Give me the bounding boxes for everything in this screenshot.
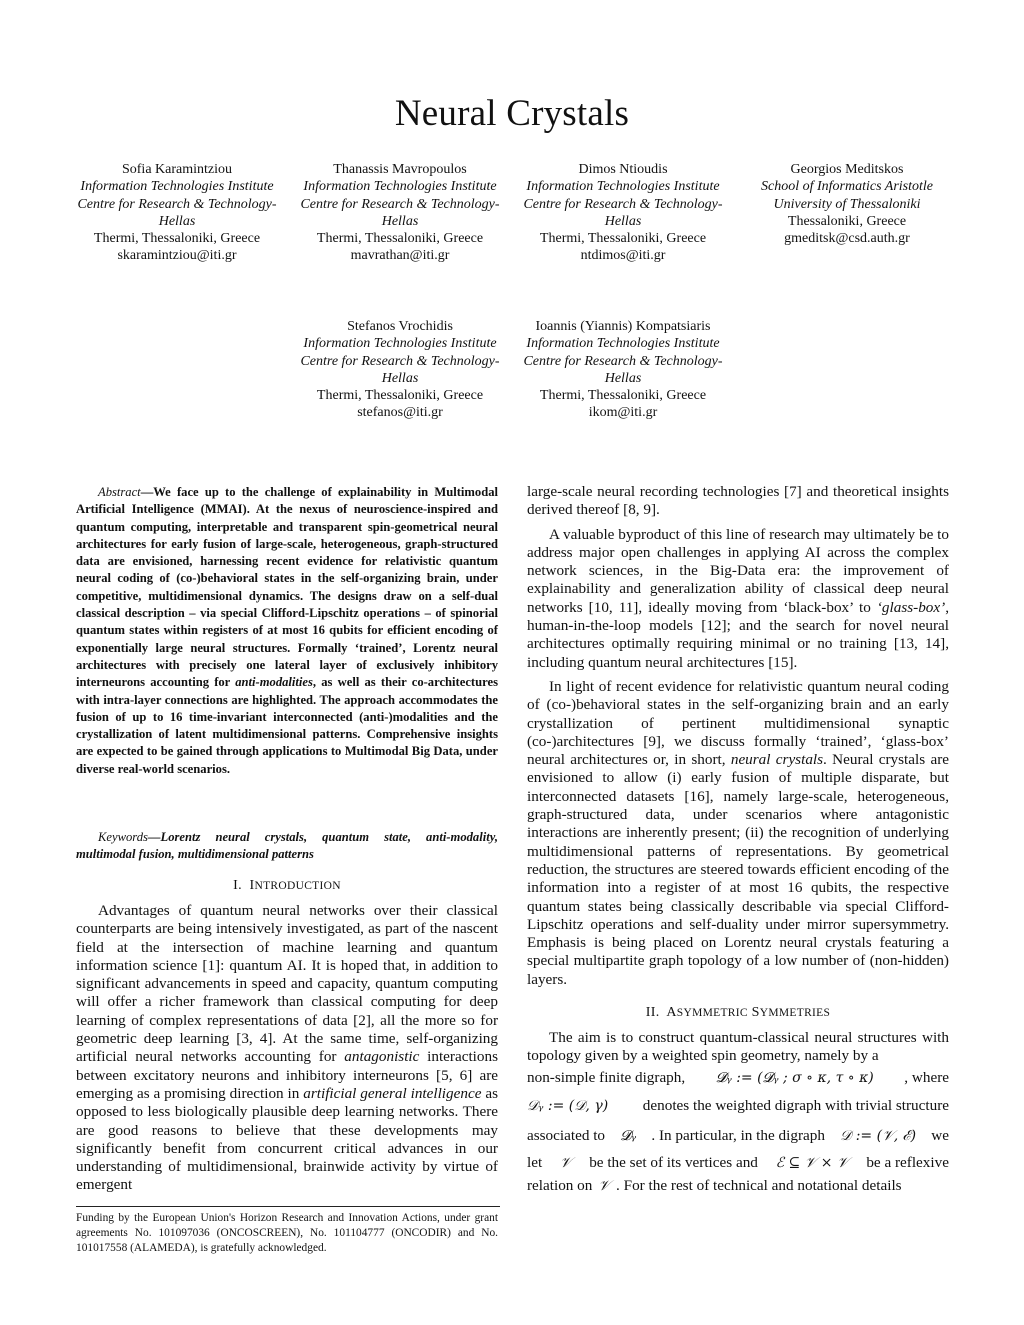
keywords-text: —Lorentz neural crystals, quantum state, anti-modality, multimodal fusion, multidimensional patterns — [76, 830, 498, 862]
author-location: Thessaloniki, Greece — [787, 213, 907, 229]
author-email: stefanos@iti.gr — [357, 405, 443, 421]
section-title-initial: I — [249, 878, 255, 893]
author-block — [516, 318, 730, 422]
emphasis: ‘glass-box’ — [876, 598, 946, 616]
keywords — [76, 829, 498, 864]
author-name: Dimos Ntioudis — [578, 162, 668, 177]
abstract-text: —We face up to the challenge of explainability in Multimodal Artificial Intelligence (MMAI). At the nexus of neuroscience-inspired and quantum computing, interpretable and transparent spin-geometrical neural architectures for early fusion of large-scale, heterogeneous, graph-structured data are envisioned, harnessing recent evidence for relativistic quantum neural coding of (co-)behavioral states in the self-organizing brain, under competitive, multidimensional dynamics. The designs draw on a self-dual classical description – via special Clifford-Lipschitz operations – of spinorial quantum states within registers of at most 16 qubits for efficient encoding of exponentially large neural structures. Formally ‘trained’, Lorentz neural architectures with precisely one lateral layer of exclusively inhibitory interneurons accounting for — [76, 485, 498, 690]
author-name: Georgios Meditskos — [790, 162, 904, 177]
section-2-text — [527, 1029, 949, 1198]
paragraph: In light of recent evidence for relativistic quantum neural coding of (co-)behavioral states in the self-organizing brain and an early crystallization of pertinent multidimensional synaptic (co-)architectures [9], we discuss formally ‘trained’, ‘glass-box’ neural architectures or, in short, neural crystals. Neural crystals are envisioned to allow (i) early fusion of multiple disparate, but interconnected datasets [16], namely large-scale, heterogeneous, graph-structured data, under scenarios where antagonistic interactions are inherently present; (ii) the recognition of underlying multidimensional patterns of representations. By geometrical reduction, the structures are steered towards efficient encoding of the information into a register of at most 16 qubits, the respective quantum states being classically describable via special Clifford-Lipschitz operations and self-duality under mirror supersymmetry. Emphasis is being placed on Lorentz neural crystals featuring a special multipartite graph topology of a low number of (non-hidden) layers. — [527, 677, 949, 988]
keywords-label: Keywords — [98, 830, 148, 844]
author-email: ntdimos@iti.gr — [580, 248, 666, 264]
author-email: mavrathan@iti.gr — [350, 248, 450, 264]
intro-column — [76, 902, 498, 1195]
author-affiliation: Information Technologies Institute Centre for Research & Technology-Hellas — [300, 179, 500, 229]
author-affiliation: Information Technologies Institute Centre for Research & Technology-Hellas — [523, 336, 723, 386]
paper-title: Neural Crystals — [394, 93, 630, 134]
author-block — [293, 161, 507, 265]
author-name: Ioannis (Yiannis) Kompatsiaris — [535, 319, 711, 334]
author-affiliation: Information Technologies Institute Centre for Research & Technology-Hellas — [300, 336, 500, 386]
math-expression: 𝒱 — [598, 1178, 611, 1195]
text-line: associated to 𝓓ᵧ . In particular, in the digraph 𝒟 := (𝒱, ℰ) we — [527, 1127, 949, 1145]
abstract-text: , as well as their co-architectures with intra-layer connections are highlighted. The approach accommodates the fusion of up to 16 time-invariant interconnected (anti-)modalities and the crystallization of latent multidimensional patterns. Comprehensive insights are expected to be gained through applications to Multimodal Big Data, under diverse real-world scenarios. — [76, 675, 498, 776]
text-line: relation on 𝒱 . For the rest of technical and notational details — [527, 1177, 902, 1195]
footnote: Funding by the European Union's Horizon Research and Innovation Actions, under grant agreements No. 101097036 (ONCOSCREEN), No. 101104777 (ONCODIR) and No. 101017558 (ALAMEDA), is gratefully acknowledged. — [76, 1212, 498, 1254]
text-line: 𝒟ᵧ := (𝒟, γ) denotes the weighted digraph with trivial structure — [527, 1097, 949, 1115]
author-name: Sofia Karamintziou — [121, 162, 233, 177]
intro-paragraph: Advantages of quantum neural networks over their classical counterparts are being intensively investigated, as part of the nascent field at the intersection of machine learning and quantum information science [1]: quantum AI. It is hoped that, in addition to significant advancements in speed and capacity, quantum computing will offer a richer framework than classical computing for deep learning of complex representations of data [2], all the more so for geometric deep learning [3, 4]. At the same time, self-organizing artificial neural networks accounting for antagonistic interactions between excitatory neurons and inhibitory interneurons [5, 6] are emerging as a promising direction in artificial general intelligence as opposed to less biologically plausible deep learning networks. There are good reasons to believe that these developments may significantly benefit from concurrent critical advances in our understanding of multidimensional, brainwide activity by virtue of emergent — [76, 902, 498, 1194]
author-location: Thermi, Thessaloniki, Greece — [539, 388, 707, 404]
paragraph: The aim is to construct quantum-classical neural structures with topology given by a weighted spin geometry, namely by a — [527, 1029, 949, 1065]
right-column — [527, 483, 949, 989]
math-expression: ℰ ⊆ 𝒱 × 𝒱 — [775, 1155, 849, 1172]
text-line: let 𝒱 be the set of its vertices and ℰ ⊆ 𝒱 × 𝒱 be a reflexive — [527, 1154, 949, 1172]
author-name: Stefanos Vrochidis — [347, 319, 453, 334]
author-email: gmeditsk@csd.auth.gr — [784, 231, 910, 247]
author-location: Thermi, Thessaloniki, Greece — [539, 231, 707, 247]
section-heading — [76, 878, 498, 894]
author-email: ikom@iti.gr — [588, 405, 658, 421]
abstract-label: Abstract — [98, 485, 141, 499]
section-number: I. — [233, 878, 242, 893]
author-email: skaramintziou@iti.gr — [117, 248, 237, 264]
author-block — [740, 161, 954, 247]
abstract-emphasis: anti-modalities — [235, 675, 313, 690]
emphasis: neural crystals — [730, 751, 824, 769]
author-affiliation: Information Technologies Institute Centre for Research & Technology-Hellas — [523, 179, 723, 229]
author-location: Thermi, Thessaloniki, Greece — [316, 231, 484, 247]
math-expression: 𝒱 — [559, 1155, 572, 1172]
emphasis: artificial general intelligence — [303, 1084, 482, 1102]
author-location: Thermi, Thessaloniki, Greece — [316, 388, 484, 404]
text-line: non-simple finite digraph, 𝓓ᵧ := (𝓓ᵧ ; σ ∘ κ, τ ∘ κ) , where — [527, 1069, 949, 1087]
section-heading: II. ASYMMETRIC SYMMETRIES — [645, 1005, 831, 1020]
math-expression: 𝒟 := (𝒱, ℰ) — [840, 1128, 917, 1145]
author-block — [516, 161, 730, 265]
emphasis: antagonistic — [344, 1048, 420, 1066]
section-number: II. — [645, 1005, 660, 1020]
author-block — [70, 161, 284, 265]
footnote-divider — [76, 1206, 500, 1207]
paragraph: A valuable byproduct of this line of research may ultimately be to address major open challenges in applying AI across the complex network sciences, in the Big-Data era: the improvement of explainability and generalization ability of classical deep neural networks [10, 11], ideally moving from ‘black-box’ to ‘glass-box’, human-in-the-loop models [12]; and the search for novel neural architectures optimally requiring minimal or no training [13, 14], including quantum neural architectures [15]. — [527, 525, 949, 671]
math-expression: 𝓓ᵧ — [620, 1128, 637, 1145]
math-expression: 𝒟ᵧ := (𝒟, γ) — [527, 1098, 609, 1115]
section-title: NTRODUCTION — [254, 880, 341, 892]
author-affiliation: School of Informatics Aristotle University of Thessaloniki — [760, 179, 933, 212]
paragraph: large-scale neural recording technologies [7] and theoretical insights derived thereof [8, 9]. — [527, 483, 949, 519]
author-location: Thermi, Thessaloniki, Greece — [93, 231, 261, 247]
author-affiliation: Information Technologies Institute Centre for Research & Technology-Hellas — [77, 179, 277, 229]
math-expression: 𝓓ᵧ := (𝓓ᵧ ; σ ∘ κ, τ ∘ κ) — [715, 1070, 874, 1087]
author-block — [293, 318, 507, 422]
author-name: Thanassis Mavropoulos — [333, 162, 467, 177]
abstract — [76, 484, 498, 778]
